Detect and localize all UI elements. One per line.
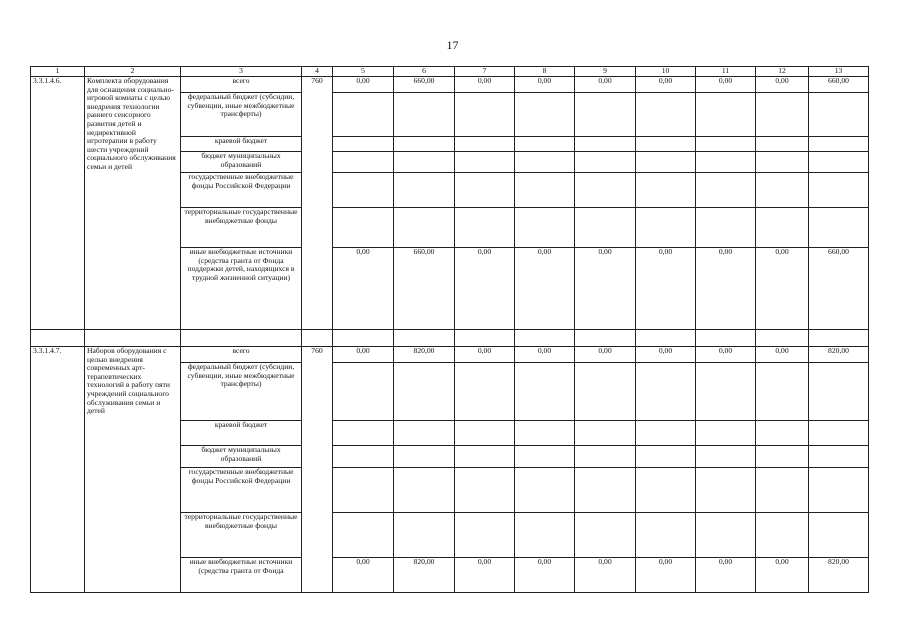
amount-cell [394,446,455,468]
amount-cell [333,152,394,173]
empty-cell [302,330,333,347]
amount-cell [809,468,869,513]
amount-cell [515,513,575,558]
amount-cell [809,363,869,421]
amount-cell [515,208,575,248]
amount-cell [756,468,809,513]
amount-cell [636,93,696,137]
amount-cell [575,513,636,558]
empty-cell [515,330,575,347]
funding-source: всего [181,77,302,93]
column-header: 3 [181,67,302,77]
funding-source: государственные внебюджетные фонды Российской Федерации [181,173,302,208]
amount-cell [455,137,515,152]
amount-cell: 660,00 [809,77,869,93]
funding-source: федеральный бюджет (субсидии, субвенции, иные межбюджетные трансферты) [181,93,302,137]
amount-cell [333,421,394,446]
amount-cell: 820,00 [809,558,869,593]
amount-cell [394,208,455,248]
amount-cell [696,363,756,421]
item-code: 3.3.1.4.7. [31,347,85,593]
amount-cell: 0,00 [636,248,696,330]
amount-cell [333,363,394,421]
amount-cell [636,137,696,152]
amount-cell: 0,00 [575,248,636,330]
empty-cell [696,330,756,347]
spacer-row [31,330,869,347]
amount-cell: 0,00 [515,558,575,593]
amount-cell [575,173,636,208]
empty-cell [636,330,696,347]
funding-source: территориальные государственные внебюджетные фонды [181,513,302,558]
amount-cell [636,421,696,446]
amount-cell: 0,00 [515,248,575,330]
amount-cell [575,152,636,173]
amount-cell: 0,00 [575,558,636,593]
amount-cell [696,152,756,173]
column-header: 6 [394,67,455,77]
amount-cell: 0,00 [455,248,515,330]
amount-cell [636,152,696,173]
amount-cell [696,513,756,558]
column-header: 1 [31,67,85,77]
amount-cell [696,421,756,446]
funding-source: всего [181,347,302,363]
amount-cell: 0,00 [756,347,809,363]
amount-cell [515,468,575,513]
amount-cell: 0,00 [333,347,394,363]
amount-cell [333,93,394,137]
column-header: 12 [756,67,809,77]
amount-cell [696,137,756,152]
amount-cell: 0,00 [333,558,394,593]
amount-cell: 0,00 [756,77,809,93]
amount-cell: 660,00 [394,248,455,330]
empty-cell [85,330,181,347]
column-header: 8 [515,67,575,77]
amount-cell [636,513,696,558]
column-number-row [31,67,869,77]
amount-cell [809,208,869,248]
amount-cell [575,208,636,248]
funding-source: иные внебюджетные источники (средства гранта от Фонда поддержки детей, находящихся в трудной жизненной ситуации) [181,248,302,330]
amount-cell: 0,00 [696,248,756,330]
amount-cell: 660,00 [394,77,455,93]
item-code: 3.3.1.4.6. [31,77,85,330]
amount-cell [394,421,455,446]
amount-cell [515,446,575,468]
amount-cell: 0,00 [575,347,636,363]
amount-cell [394,513,455,558]
amount-cell: 820,00 [394,558,455,593]
amount-cell [575,363,636,421]
page-number: 17 [446,38,459,52]
amount-cell [394,363,455,421]
amount-cell [575,137,636,152]
funding-source: краевой бюджет [181,137,302,152]
amount-cell [809,421,869,446]
column-header: 4 [302,67,333,77]
amount-cell [455,173,515,208]
column-header: 5 [333,67,394,77]
amount-cell [515,173,575,208]
amount-cell [756,173,809,208]
amount-cell: 0,00 [696,77,756,93]
funding-source: краевой бюджет [181,421,302,446]
amount-cell [636,446,696,468]
amount-cell [809,173,869,208]
amount-cell [394,468,455,513]
amount-cell [455,446,515,468]
column-header: 2 [85,67,181,77]
amount-cell [809,152,869,173]
amount-cell [575,421,636,446]
empty-cell [31,330,85,347]
amount-cell [455,513,515,558]
amount-cell [636,468,696,513]
amount-cell [333,468,394,513]
amount-cell [333,173,394,208]
amount-cell [809,446,869,468]
amount-cell [455,421,515,446]
amount-cell [696,468,756,513]
item-group-code: 760 [302,77,333,330]
table-row [31,77,869,93]
amount-cell [756,513,809,558]
funding-source: государственные внебюджетные фонды Российской Федерации [181,468,302,513]
amount-cell [636,173,696,208]
amount-cell: 0,00 [636,77,696,93]
amount-cell [333,446,394,468]
budget-table [30,66,869,593]
amount-cell [455,93,515,137]
amount-cell [515,93,575,137]
amount-cell [756,421,809,446]
funding-source: иные внебюджетные источники (средства гранта от Фонда [181,558,302,593]
amount-cell [809,93,869,137]
empty-cell [181,330,302,347]
amount-cell [636,208,696,248]
table-row [31,347,869,363]
amount-cell: 0,00 [575,77,636,93]
funding-source: бюджет муниципальных образований [181,446,302,468]
funding-source: федеральный бюджет (субсидии, субвенции, иные межбюджетные трансферты) [181,363,302,421]
amount-cell: 0,00 [515,347,575,363]
empty-cell [394,330,455,347]
item-name: Наборов оборудования с целью внедрения современных арт-терапевтических технологий в работу пяти учреждений социального обслуживания семьи и детей [85,347,181,593]
funding-source: территориальные государственные внебюджетные фонды [181,208,302,248]
amount-cell [809,137,869,152]
empty-cell [575,330,636,347]
empty-cell [333,330,394,347]
table-body [31,77,869,593]
amount-cell [455,208,515,248]
amount-cell [515,363,575,421]
amount-cell [515,152,575,173]
amount-cell [696,93,756,137]
column-header: 11 [696,67,756,77]
amount-cell: 0,00 [756,558,809,593]
amount-cell [575,93,636,137]
amount-cell [394,173,455,208]
amount-cell [333,137,394,152]
item-group-code: 760 [302,347,333,593]
amount-cell: 0,00 [696,558,756,593]
amount-cell [333,513,394,558]
column-header: 10 [636,67,696,77]
amount-cell: 0,00 [333,77,394,93]
amount-cell [809,513,869,558]
amount-cell: 0,00 [455,77,515,93]
amount-cell [515,421,575,446]
amount-cell [333,208,394,248]
amount-cell: 0,00 [636,558,696,593]
amount-cell: 0,00 [515,77,575,93]
funding-source: бюджет муниципальных образований [181,152,302,173]
amount-cell [756,152,809,173]
amount-cell: 660,00 [809,248,869,330]
amount-cell [455,363,515,421]
amount-cell: 0,00 [455,347,515,363]
amount-cell: 0,00 [455,558,515,593]
amount-cell [575,468,636,513]
amount-cell [394,93,455,137]
amount-cell [756,208,809,248]
amount-cell [756,446,809,468]
amount-cell [394,137,455,152]
amount-cell [515,137,575,152]
amount-cell: 0,00 [696,347,756,363]
amount-cell [756,93,809,137]
empty-cell [455,330,515,347]
amount-cell [394,152,455,173]
empty-cell [809,330,869,347]
amount-cell [455,152,515,173]
amount-cell: 820,00 [394,347,455,363]
amount-cell: 0,00 [333,248,394,330]
amount-cell [696,173,756,208]
amount-cell: 0,00 [756,248,809,330]
amount-cell: 820,00 [809,347,869,363]
column-header: 13 [809,67,869,77]
amount-cell [696,208,756,248]
item-name: Комплекта оборудования для оснащения социально-игровой комнаты с целью внедрения технологии раннего сенсорного развития детей и недирективной игротерапии в работу шести учреждений социального обслуживания семьи и детей [85,77,181,330]
amount-cell [696,446,756,468]
amount-cell [455,468,515,513]
amount-cell: 0,00 [636,347,696,363]
amount-cell [756,137,809,152]
column-header: 7 [455,67,515,77]
amount-cell [756,363,809,421]
column-header: 9 [575,67,636,77]
empty-cell [756,330,809,347]
amount-cell [636,363,696,421]
amount-cell [575,446,636,468]
